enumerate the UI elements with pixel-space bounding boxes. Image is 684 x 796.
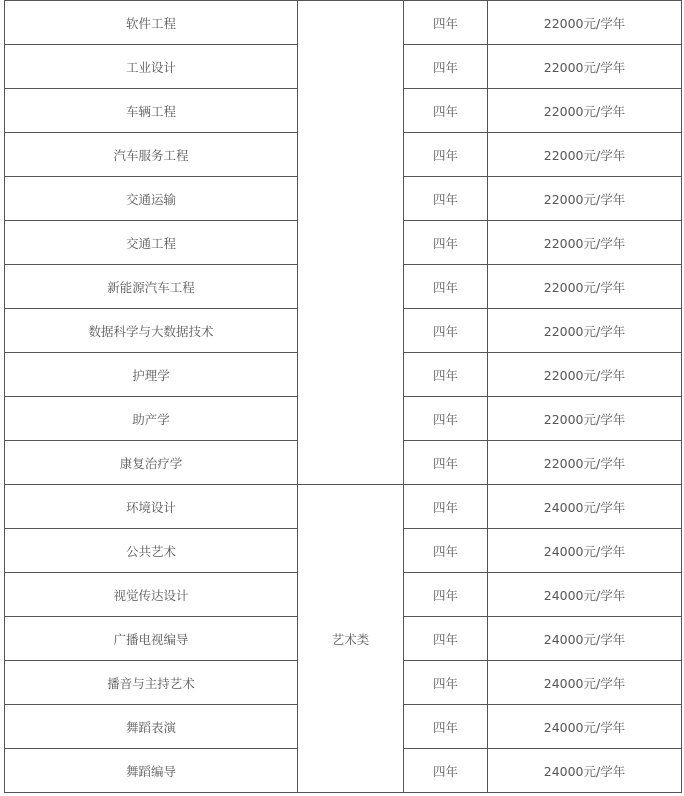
duration-cell: 四年 [404, 397, 488, 441]
fee-cell: 24000元/学年 [488, 749, 682, 793]
table-row [5, 1, 682, 45]
fee-cell: 22000元/学年 [488, 397, 682, 441]
fee-cell: 22000元/学年 [488, 265, 682, 309]
fee-cell: 22000元/学年 [488, 89, 682, 133]
fee-cell: 22000元/学年 [488, 309, 682, 353]
fee-cell: 24000元/学年 [488, 573, 682, 617]
fee-cell: 22000元/学年 [488, 45, 682, 89]
fee-cell: 22000元/学年 [488, 1, 682, 45]
duration-cell: 四年 [404, 661, 488, 705]
duration-cell: 四年 [404, 529, 488, 573]
major-cell: 视觉传达设计 [5, 573, 298, 617]
category-cell [298, 1, 404, 485]
fee-cell: 22000元/学年 [488, 221, 682, 265]
table-row [5, 485, 682, 529]
major-cell: 助产学 [5, 397, 298, 441]
duration-cell: 四年 [404, 221, 488, 265]
major-cell: 汽车服务工程 [5, 133, 298, 177]
duration-cell: 四年 [404, 309, 488, 353]
major-cell: 交通运输 [5, 177, 298, 221]
major-cell: 新能源汽车工程 [5, 265, 298, 309]
major-cell: 舞蹈表演 [5, 705, 298, 749]
duration-cell: 四年 [404, 617, 488, 661]
major-cell: 公共艺术 [5, 529, 298, 573]
major-cell: 护理学 [5, 353, 298, 397]
duration-cell: 四年 [404, 705, 488, 749]
fee-cell: 24000元/学年 [488, 485, 682, 529]
duration-cell: 四年 [404, 353, 488, 397]
duration-cell: 四年 [404, 177, 488, 221]
major-cell: 环境设计 [5, 485, 298, 529]
fee-cell: 22000元/学年 [488, 353, 682, 397]
fee-cell: 24000元/学年 [488, 529, 682, 573]
major-cell: 康复治疗学 [5, 441, 298, 485]
duration-cell: 四年 [404, 133, 488, 177]
duration-cell: 四年 [404, 89, 488, 133]
fee-cell: 24000元/学年 [488, 617, 682, 661]
category-cell: 艺术类 [298, 485, 404, 793]
duration-cell: 四年 [404, 1, 488, 45]
major-cell: 舞蹈编导 [5, 749, 298, 793]
duration-cell: 四年 [404, 749, 488, 793]
fee-cell: 22000元/学年 [488, 133, 682, 177]
major-cell: 车辆工程 [5, 89, 298, 133]
tuition-table [4, 0, 682, 793]
major-cell: 工业设计 [5, 45, 298, 89]
fee-cell: 24000元/学年 [488, 705, 682, 749]
major-cell: 广播电视编导 [5, 617, 298, 661]
table-body [5, 1, 682, 793]
duration-cell: 四年 [404, 485, 488, 529]
duration-cell: 四年 [404, 441, 488, 485]
major-cell: 交通工程 [5, 221, 298, 265]
duration-cell: 四年 [404, 45, 488, 89]
fee-cell: 22000元/学年 [488, 177, 682, 221]
major-cell: 播音与主持艺术 [5, 661, 298, 705]
major-cell: 数据科学与大数据技术 [5, 309, 298, 353]
major-cell: 软件工程 [5, 1, 298, 45]
fee-cell: 24000元/学年 [488, 661, 682, 705]
duration-cell: 四年 [404, 265, 488, 309]
duration-cell: 四年 [404, 573, 488, 617]
fee-cell: 22000元/学年 [488, 441, 682, 485]
